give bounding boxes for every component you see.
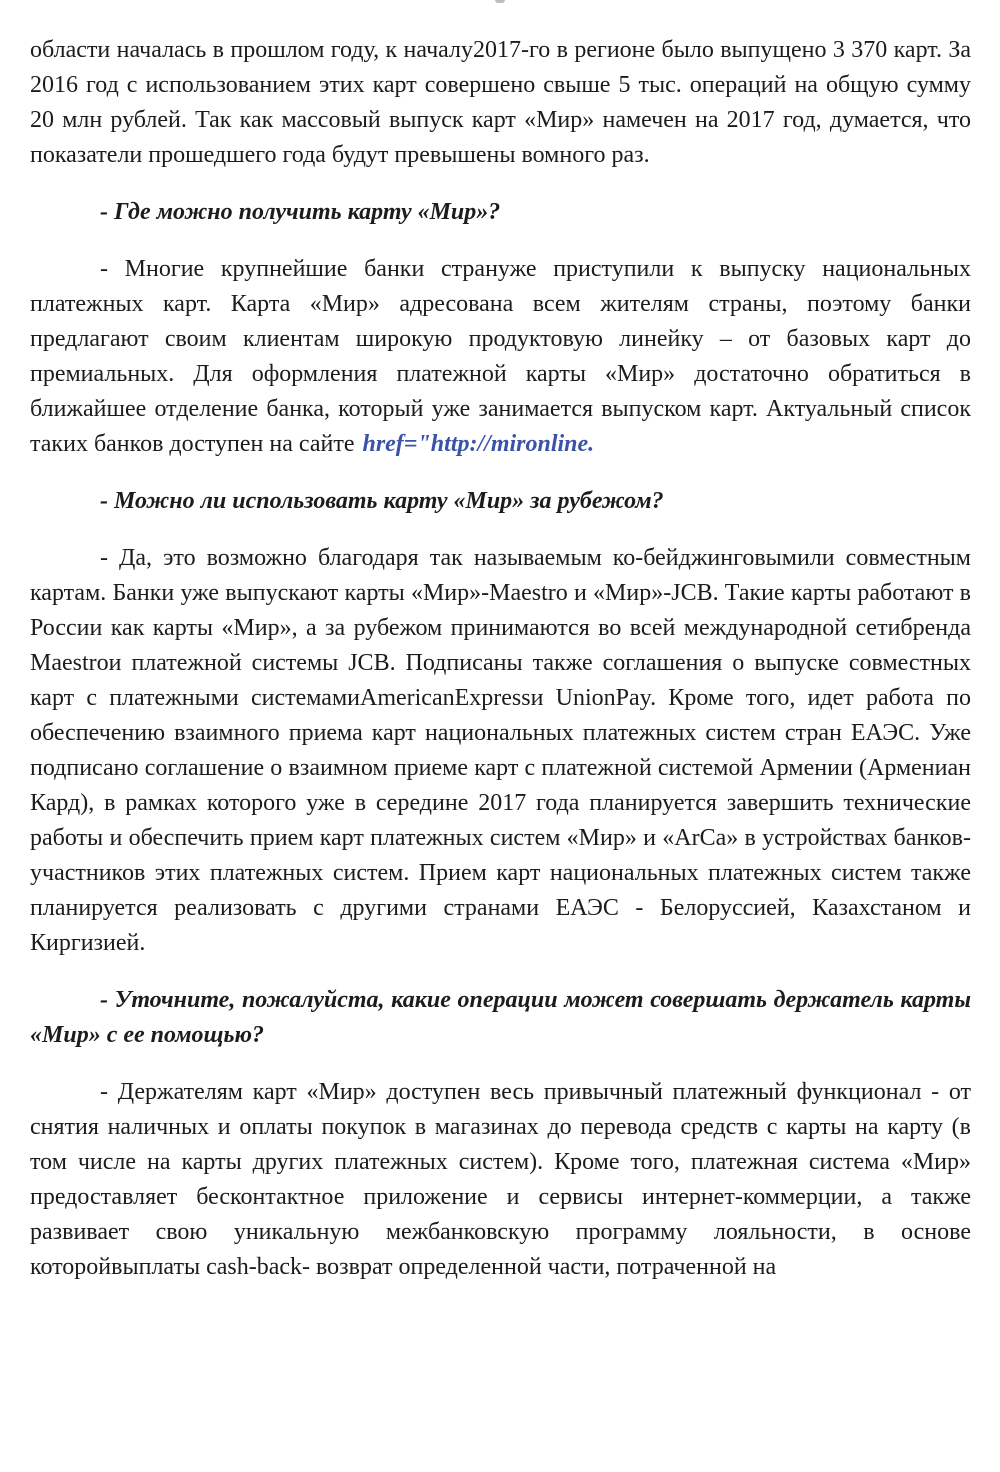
document-body: [30, 33, 971, 1285]
answer-paragraph: [30, 252, 971, 462]
question-heading: - Где можно получить карту «Мир»?: [100, 199, 501, 225]
mironline-link[interactable]: href="http://mironline.: [362, 431, 595, 457]
answer-paragraph: - Да, это возможно благодаря так называемым ко-бейджинговымили совместным картам. Банки уже выпускают карты «Мир»-Maestro и «Мир»-JCB. Такие карты работают в России как карты «Мир», а за рубежом принимаются во всей международной сетибренда Maestroи платежной системы JCB. Подписаны также соглашения о выпуске совместных карт с платежными системамиAmericanExpressи UnionPay. Кроме того, идет работа по обеспечению взаимного приема карт национальных платежных систем стран ЕАЭС. Уже подписано соглашение о взаимном приеме карт с платежной системой Армении (Армениан Кард), в рамках которого уже в середине 2017 года планируется завершить технические работы и обеспечить прием карт платежных систем «Мир» и «ArCa» в устройствах банков-участников этих платежных систем. Прием карт национальных платежных систем также планируется реализовать с другими странами ЕАЭС - Белоруссией, Казахстаном и Киргизией.: [30, 545, 971, 956]
question-heading: - Можно ли использовать карту «Мир» за рубежом?: [100, 488, 664, 514]
scan-mark: [495, 0, 505, 3]
question-heading: - Уточните, пожалуйста, какие операции может совершать держатель карты «Мир» с ее помощью?: [30, 987, 971, 1048]
answer-text: - Многие крупнейшие банки странуже приступили к выпуску национальных платежных карт. Карта «Мир» адресована всем жителям страны, поэтому банки предлагают своим клиентам широкую продуктовую линейку – от базовых карт до премиальных. Для оформления платежной карты «Мир» достаточно обратиться в ближайшее отделение банка, который уже занимается выпуском карт. Актуальный список таких банков доступен на сайте: [30, 256, 971, 457]
answer-paragraph: - Держателям карт «Мир» доступен весь привычный платежный функционал - от снятия наличных и оплаты покупок в магазинах до перевода средств с карты на карту (в том числе на карты других платежных систем). Кроме того, платежная система «Мир» предоставляет бесконтактное приложение и сервисы интернет-коммерции, а также развивает свою уникальную межбанковскую программу лояльности, в основе которойвыплаты cash-back- возврат определенной части, потраченной на: [30, 1079, 971, 1280]
intro-paragraph: области началась в прошлом году, к началу2017-го в регионе было выпущено 3 370 карт. За 2016 год с использованием этих карт совершено свыше 5 тыс. операций на общую сумму 20 млн рублей. Так как массовый выпуск карт «Мир» намечен на 2017 год, думается, что показатели прошедшего года будут превышены вомного раз.: [30, 37, 971, 168]
